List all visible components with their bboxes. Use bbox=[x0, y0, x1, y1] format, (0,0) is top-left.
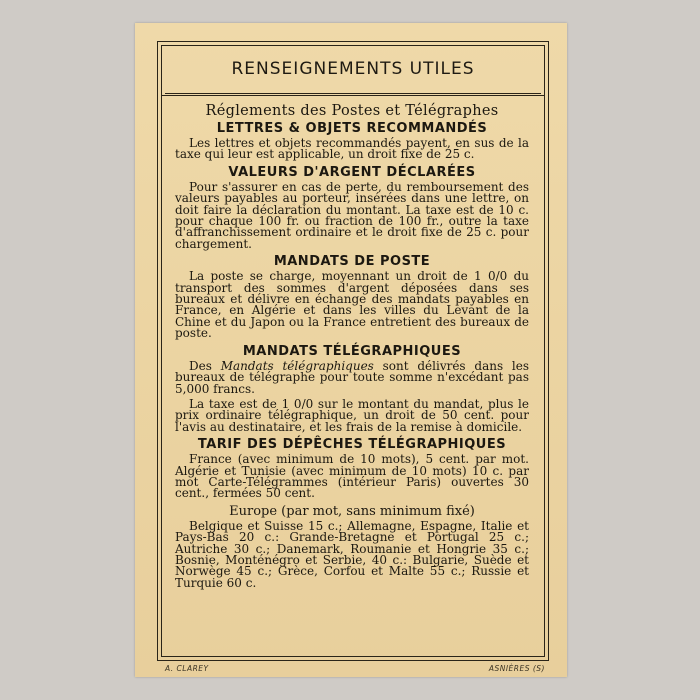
section-text-mandats-poste: La poste se charge, moyennant un droit de 1 0/0 du transport des sommes d'argent déposées dans ses bureaux et délivre en échange des mandats payables en France, en Algérie et dans les villes du Levant de la Chine et du Japon ou la France entretient des bureaux de poste. bbox=[175, 269, 529, 341]
section-heading-valeurs: VALEURS D'ARGENT DÉCLARÉES bbox=[228, 164, 476, 180]
section-heading-tarif: TARIF DES DÉPÊCHES TÉLÉGRAPHIQUES bbox=[197, 437, 507, 453]
section-text-recommandes: Les lettres et objets recommandés payent, en sus de la taxe qui leur est applicable, un droit fixe de 25 c. bbox=[175, 136, 529, 162]
section-text-europe: Belgique et Suisse 15 c.; Allemagne, Espagne, Italie et Pays-Bas 20 c.: Grande-Bretagne et Portugal 25 c.; Autriche 30 c.; Danemark, Roumanie et Hongrie 35 c.; Bosnie, Monténégro et Serbie, 40 c.: Bulgarie, Suède et Norwège 45 c.; Grèce, Corfou et Malte 55 c.; Russie et Turquie 60 c. bbox=[175, 518, 529, 590]
printer-location: ASNIÈRES (S) bbox=[488, 664, 545, 673]
text-pre: Des bbox=[189, 358, 221, 373]
page-title: RENSEIGNEMENTS UTILES bbox=[231, 59, 475, 79]
section-text-mandats-telegraphiques bbox=[175, 358, 530, 396]
section-text-tarif: France (avec minimum de 10 mots), 5 cent. par mot. Algérie et Tunisie (avec minimum de 10 mots) 10 c. par mot Carte-Télégrammes (intérieur Paris) ouvertes 30 cent., fermées 50 cent. bbox=[175, 452, 529, 501]
document-body bbox=[175, 103, 529, 593]
postcard bbox=[135, 23, 567, 677]
subtitle: Réglements des Postes et Télégraphes bbox=[205, 103, 499, 119]
section-text-mandats-telegraphiques-2: La taxe est de 1 0/0 sur le montant du mandat, plus le prix ordinaire télégraphique, un droit de 50 cent. pour l'avis au destinataire, et les frais de la remise à domicile. bbox=[175, 396, 529, 434]
text-post: sont délivrés dans les bureaux de télégraphe pour toute somme n'excédant pas 5,000 francs. bbox=[175, 358, 530, 396]
printer-credit: A. CLAREY bbox=[165, 664, 209, 673]
text-italic: Mandats télégraphiques bbox=[220, 358, 374, 373]
section-heading-recommandes: LETTRES & OBJETS RECOMMANDÉS bbox=[216, 121, 488, 136]
section-heading-mandats-poste: MANDATS DE POSTE bbox=[273, 254, 431, 270]
section-text-valeurs: Pour s'assurer en cas de perte, du remboursement des valeurs payables au porteur, insérées dans une lettre, on doit faire la déclaration du montant. La taxe est de 10 c. pour chaque 100 fr. ou fraction de 100 fr., outre la taxe d'affranchissement ordinaire et le droit fixe de 25 c. pour chargement. bbox=[175, 179, 529, 251]
section-subheading-europe: Europe (par mot, sans minimum fixé) bbox=[229, 503, 475, 519]
section-heading-mandats-telegraphiques: MANDATS TÉLÉGRAPHIQUES bbox=[242, 343, 462, 359]
